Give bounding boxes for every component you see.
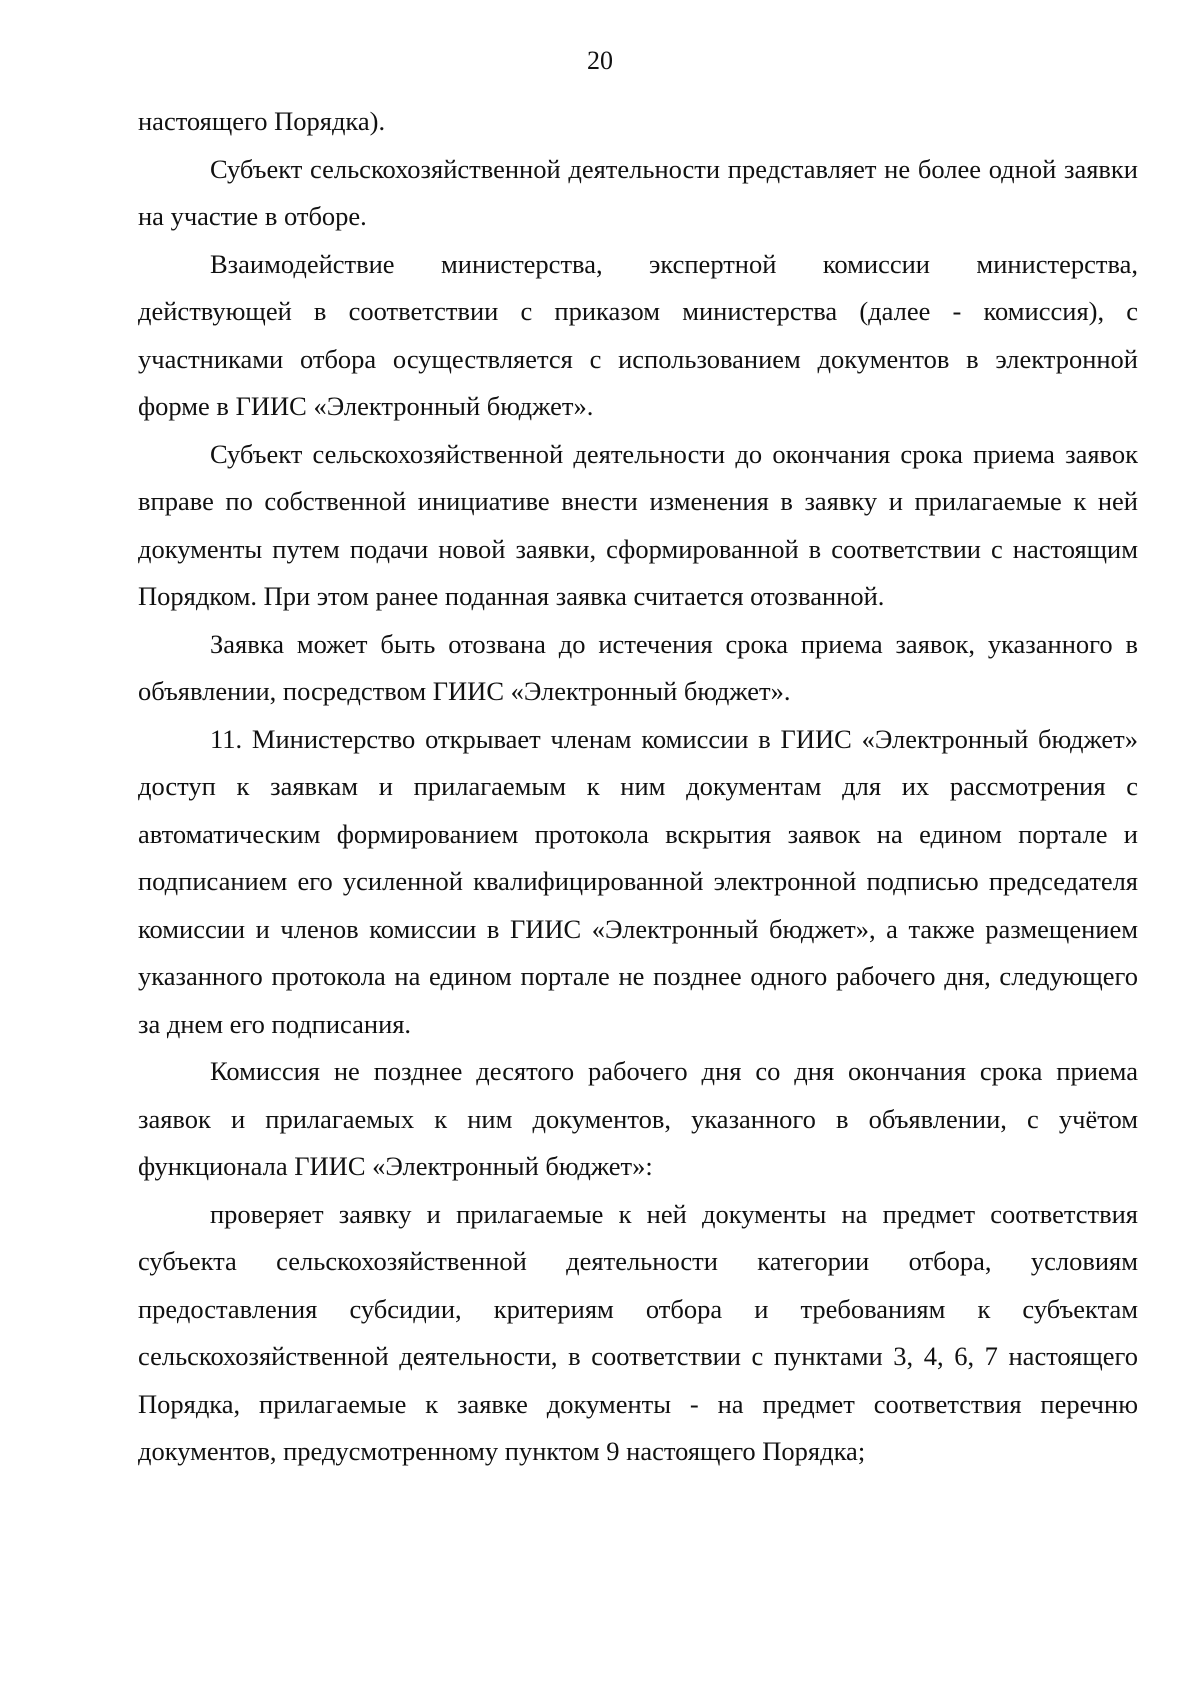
paragraph-item-11: 11. Министерство открывает членам комиссии в ГИИС «Электронный бюджет» доступ к заявкам и прилагаемым к ним документам для их рассмотрения с автоматическим формированием протокола вскрытия заявок на едином портале и подписанием его усиленной квалифицированной электронной подписью председателя комиссии и членов комиссии в ГИИС «Электронный бюджет», а также размещением указанного протокола на едином портале не позднее одного рабочего дня, следующего за днем его подписания.: [138, 723, 1138, 1039]
paragraph-continuation: настоящего Порядка).: [138, 106, 386, 136]
paragraph: Комиссия не позднее десятого рабочего дня со дня окончания срока приема заявок и прилагаемых к ним документов, указанного в объявлении, с учётом функционала ГИИС «Электронный бюджет»:: [138, 1056, 1138, 1181]
page-number: 20: [587, 46, 613, 75]
paragraph: Субъект сельскохозяйственной деятельности представляет не более одной заявки на участие в отборе.: [138, 153, 1138, 231]
paragraph: Взаимодействие министерства, экспертной комиссии министерства, действующей в соответствии с приказом министерства (далее - комиссия), с участниками отбора осуществляется с использованием документов в электронной форме в ГИИС «Электронный бюджет».: [138, 248, 1138, 421]
paragraph: Заявка может быть отозвана до истечения срока приема заявок, указанного в объявлении, посредством ГИИС «Электронный бюджет».: [138, 628, 1138, 706]
document-body: [138, 98, 1138, 1476]
paragraph: Субъект сельскохозяйственной деятельности до окончания срока приема заявок вправе по собственной инициативе внести изменения в заявку и прилагаемые к ней документы путем подачи новой заявки, сформированной в соответствии с настоящим Порядком. При этом ранее поданная заявка считается отозванной.: [138, 438, 1138, 611]
paragraph: проверяет заявку и прилагаемые к ней документы на предмет соответствия субъекта сельскохозяйственной деятельности категории отбора, условиям предоставления субсидии, критериям отбора и требованиям к субъектам сельскохозяйственной деятельности, в соответствии с пунктами 3, 4, 6, 7 настоящего Порядка, прилагаемые к заявке документы - на предмет соответствия перечню документов, предусмотренному пунктом 9 настоящего Порядка;: [138, 1198, 1138, 1466]
